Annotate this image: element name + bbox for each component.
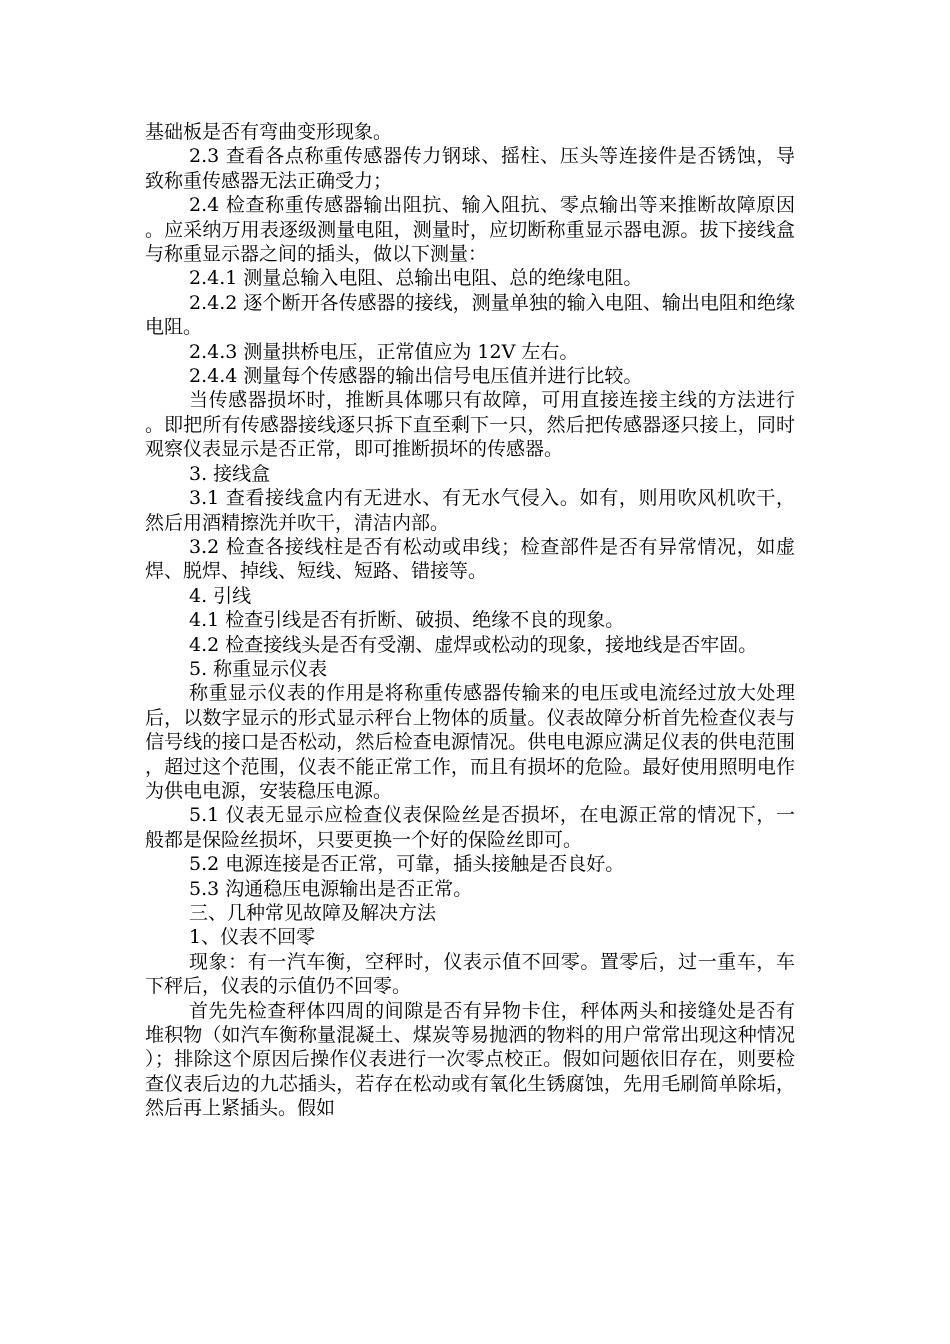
paragraph: 2.4 检查称重传感器输出阻抗、输入阻抗、零点输出等来推断故障原因。应采纳万用表逐级测量电阻，测量时，应切断称重显示器电源。拔下接线盒与称重显示器之间的插头，做以下测量：: [145, 194, 795, 266]
paragraph: 2.3 查看各点称重传感器传力钢球、摇柱、压头等连接件是否锈蚀，导致称重传感器无法正确受力；: [145, 145, 795, 192]
paragraph: 4.1 检查引线是否有折断、破损、绝缘不良的现象。: [189, 609, 625, 632]
paragraph: 4.2 检查接线头是否有受潮、虚焊或松动的现象，接地线是否牢固。: [189, 633, 758, 656]
paragraph: 2.4.2 逐个断开各传感器的接线，测量单独的输入电阻、输出电阻和绝缘电阻。: [145, 291, 795, 339]
paragraph: 5. 称重显示仪表: [189, 657, 328, 680]
paragraph: 3.2 检查各接线柱是否有松动或串线；检查部件是否有异常情况，如虚焊、脱焊、掉线、短线、短路、错接等。: [145, 535, 795, 583]
paragraph: 2.4.3 测量拱桥电压，正常值应为 12V 左右。: [189, 340, 579, 363]
paragraph: 2.4.1 测量总输入电阻、总输出电阻、总的绝缘电阻。: [189, 267, 643, 290]
paragraph: 2.4.4 测量每个传感器的输出信号电压值并进行比较。: [189, 365, 643, 388]
paragraph: 5.2 电源连接是否正常，可靠，插头接触是否良好。: [189, 853, 625, 876]
paragraph: 三、几种常见故障及解决方法: [189, 902, 437, 924]
paragraph: 现象：有一汽车衡，空秤时，仪表示值不回零。置零后，过一重车，车下秤后，仪表的示值仍不回零。: [145, 950, 795, 998]
paragraph: 当传感器损坏时，推断具体哪只有故障，可用直接连接主线的方法进行。即把所有传感器接线逐只拆下直至剩下一只，然后把传感器逐只接上，同时观察仪表显示是否正常，即可推断损坏的传感器。: [145, 389, 795, 461]
paragraph: 首先先检查秤体四周的间隙是否有异物卡住，秤体两头和接缝处是否有堆积物（如汽车衡称量混凝土、煤炭等易抛洒的物料的用户常常出现这种情况）；排除这个原因后操作仪表进行一次零点校正。假如问题依旧存在，则要检查仪表后边的九芯插头，若存在松动或有氧化生锈腐蚀，先用毛刷简单除垢，然后再上紧插头。假如: [145, 999, 795, 1120]
paragraph: 3.1 查看接线盒内有无进水、有无水气侵入。如有，则用吹风机吹干，然后用酒精擦洗并吹干，清洁内部。: [145, 487, 795, 534]
paragraph: 3. 接线盒: [189, 462, 271, 485]
paragraph: 基础板是否有弯曲变形现象。: [145, 121, 393, 143]
paragraph: 5.1 仪表无显示应检查仪表保险丝是否损坏，在电源正常的情况下，一般都是保险丝损坏，只要更换一个好的保险丝即可。: [145, 804, 795, 851]
paragraph: 1、仪表不回零: [189, 926, 316, 949]
document-body: [145, 120, 795, 1121]
paragraph: 4. 引线: [189, 584, 252, 607]
paragraph: 称重显示仪表的作用是将称重传感器传输来的电压或电流经过放大处理后，以数字显示的形式显示秤台上物体的质量。仪表故障分析首先检查仪表与信号线的接口是否松动，然后检查电源情况。供电电源应满足仪表的供电范围，超过这个范围，仪表不能正常工作，而且有损坏的危险。最好使用照明电作为供电电源，安装稳压电源。: [145, 682, 795, 802]
paragraph: 5.3 沟通稳压电源输出是否正常。: [189, 877, 473, 900]
